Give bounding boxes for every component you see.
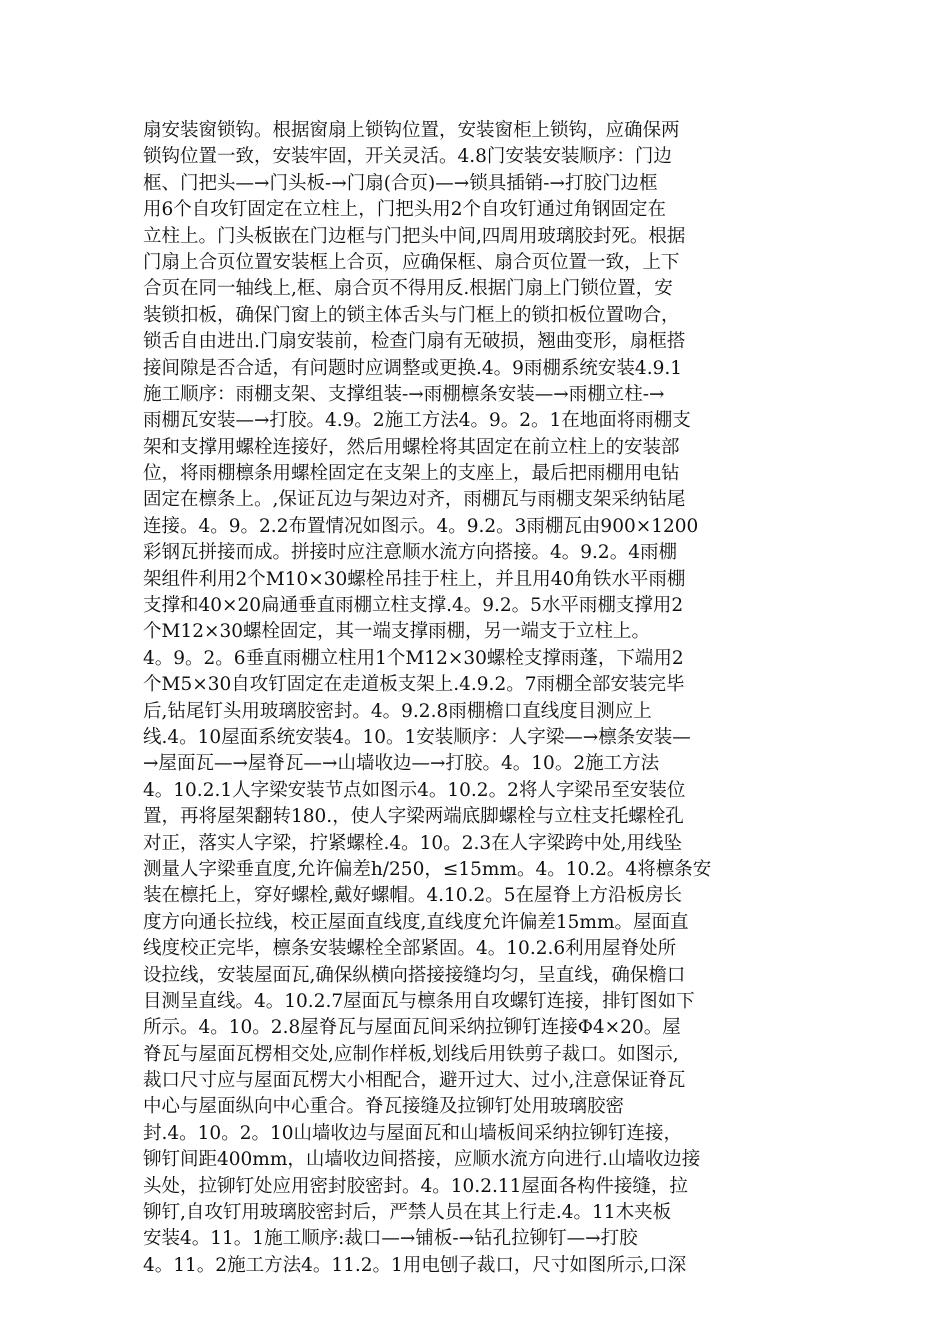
text-line: 接间隙是否合适，有问题时应调整或更换.4。9雨棚系统安装4.9.1 xyxy=(143,357,682,379)
text-line: 框、门把头—→门头板-→门扇(合页)—→锁具插销-→打胶门边框 xyxy=(143,172,658,194)
text-line: 4。9。2。6垂直雨棚立柱用1个M12×30螺栓支撑雨蓬，下端用2 xyxy=(143,647,684,669)
text-line: 个M5×30自攻钉固定在走道板支架上.4.9.2。7雨棚全部安装完毕 xyxy=(143,674,685,696)
text-line: 雨棚瓦安装—→打胶。4.9。2施工方法4。9。2。1在地面将雨棚支 xyxy=(143,410,691,432)
text-line: 4。10.2.1人字梁安装节点如图示4。10.2。2将人字梁吊至安装位 xyxy=(143,779,686,801)
text-line: 脊瓦与屋面瓦楞相交处,应制作样板,划线后用铁剪子裁口。如图示, xyxy=(143,1043,679,1065)
text-line: 施工顺序：雨棚支架、支撑组装-→雨棚檩条安装—→雨棚立柱-→ xyxy=(143,383,665,405)
text-line: 对正，落实人字梁，拧紧螺栓.4。10。2.3在人字梁跨中处,用线坠 xyxy=(143,832,682,854)
text-line: 用6个自攻钉固定在立柱上，门把头用2个自攻钉通过角钢固定在 xyxy=(143,199,667,221)
text-line: 锁钩位置一致，安装牢固，开关灵活。4.8门安装安装顺序：门边 xyxy=(143,146,672,168)
text-line: 装锁扣板，确保门窗上的锁主体舌头与门框上的锁扣板位置吻合， xyxy=(143,304,680,326)
text-line: 架组件利用2个M10×30螺栓吊挂于柱上，并且用40角铁水平雨棚 xyxy=(143,568,686,590)
text-line: 铆钉,自攻钉用玻璃胶密封后，严禁人员在其上行走.4。11木夹板 xyxy=(143,1202,672,1224)
text-line: 架和支撑用螺栓连接好，然后用螺栓将其固定在前立柱上的安装部 xyxy=(143,436,680,458)
text-line: →屋面瓦—→屋脊瓦—→山墙收边—→打胶。4。10。2施工方法 xyxy=(143,753,660,775)
text-line: 度方向通长拉线，校正屋面直线度,直线度允许偏差15mm。屋面直 xyxy=(143,911,689,933)
text-line: 置，再将屋架翻转180.，使人字梁两端底脚螺栓与立柱支托螺栓孔 xyxy=(143,806,684,828)
text-line: 扇安装窗锁钩。根据窗扇上锁钩位置，安装窗柜上锁钩，应确保两 xyxy=(143,120,680,141)
text-line: 安装4。11。1施工顺序:裁口—→铺板-→钻孔拉铆钉—→打胶 xyxy=(143,1228,638,1250)
body-text xyxy=(143,118,813,1279)
text-line: 后,钻尾钉头用玻璃胶密封。4。9.2.8雨棚檐口直线度目测应上 xyxy=(143,700,652,722)
text-line: 裁口尺寸应与屋面瓦楞大小相配合，避开过大、过小,注意保证脊瓦 xyxy=(143,1070,686,1092)
text-line: 所示。4。10。2.8屋脊瓦与屋面瓦间采纳拉铆钉连接Φ4×20。屋 xyxy=(143,1017,681,1039)
text-line: 合页在同一轴线上,框、扇合页不得用反.根据门扇上门锁位置，安 xyxy=(143,278,673,300)
text-line: 头处，拉铆钉处应用密封胶密封。4。10.2.11屋面各构件接缝，拉 xyxy=(143,1175,688,1197)
text-line: 位，将雨棚檩条用螺栓固定在支架上的支座上，最后把雨棚用电钻 xyxy=(143,463,680,485)
text-line: 中心与屋面纵向中心重合。脊瓦接缝及拉铆钉处用玻璃胶密 xyxy=(143,1096,625,1118)
text-line: 铆钉间距400mm，山墙收边间搭接，应顺水流方向进行.山墙收边接 xyxy=(143,1149,701,1171)
text-line: 连接。4。9。2.2布置情况如图示。4。9.2。3雨棚瓦由900×1200 xyxy=(143,515,699,537)
text-line: 装在檩托上，穿好螺栓,戴好螺帽。4.10.2。5在屋脊上方沿板房长 xyxy=(143,885,682,907)
text-line: 锁舌自由进出.门扇安装前，检查门扇有无破损，翘曲变形，扇框搭 xyxy=(143,331,686,353)
text-line: 彩钢瓦拼接而成。拼接时应注意顺水流方向搭接。4。9.2。4雨棚 xyxy=(143,542,677,564)
text-line: 4。11。2施工方法4。11.2。1用电刨子裁口，尺寸如图所示,口深 xyxy=(143,1254,687,1276)
text-line: 门扇上合页位置安装框上合页，应确保框、扇合页位置一致，上下 xyxy=(143,251,680,273)
text-line: 立柱上。门头板嵌在门边框与门把头中间,四周用玻璃胶封死。根据 xyxy=(143,225,686,247)
text-line: 封.4。10。2。10山墙收边与屋面瓦和山墙板间采纳拉铆钉连接， xyxy=(143,1122,683,1144)
text-line: 线度校正完毕，檩条安装螺栓全部紧固。4。10.2.6利用屋脊处所 xyxy=(143,938,677,960)
text-line: 设拉线，安装屋面瓦,确保纵横向搭接接缝均匀，呈直线，确保檐口 xyxy=(143,964,686,986)
text-line: 个M12×30螺栓固定，其一端支撑雨棚，另一端支于立柱上。 xyxy=(143,621,651,643)
text-line: 线.4。10屋面系统安装4。10。1安装顺序：人字梁—→檩条安装— xyxy=(143,726,691,748)
text-line: 固定在檩条上。,保证瓦边与架边对齐，雨棚瓦与雨棚支架采纳钻尾 xyxy=(143,489,686,511)
text-line: 目测呈直线。4。10.2.7屋面瓦与檩条用自攻螺钉连接，排钉图如下 xyxy=(143,990,695,1012)
text-line: 支撑和40×20扁通垂直雨棚立柱支撑.4。9.2。5水平雨棚支撑用2 xyxy=(143,595,684,617)
text-line: 测量人字梁垂直度,允许偏差h/250，≤15mm。4。10.2。4将檩条安 xyxy=(143,858,712,880)
